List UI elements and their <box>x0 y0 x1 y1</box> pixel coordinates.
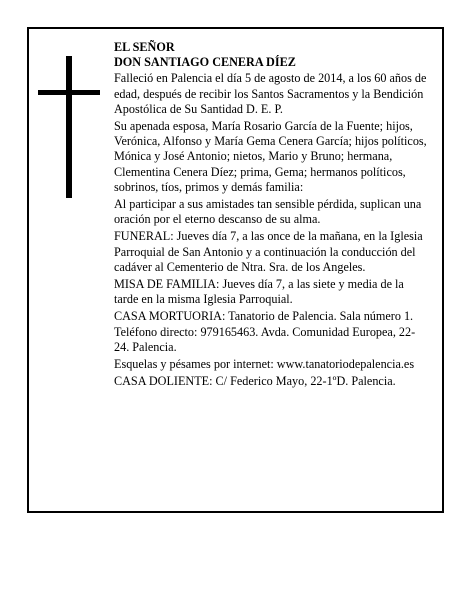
family-mass-info: MISA DE FAMILIA: Jueves día 7, a las siete y media de la tarde en la misma Iglesia Parroquial. <box>114 277 404 307</box>
notice-text <box>114 40 430 391</box>
notice-title: EL SEÑOR <box>114 40 175 54</box>
death-announcement: Falleció en Palencia el día 5 de agosto de 2014, a los 60 años de edad, después de recibir los Santos Sacramentos y la Bendición Apostólica de Su Santidad D. E. P. <box>114 71 427 116</box>
prayer-request: Al participar a sus amistades tan sensible pérdida, suplican una oración por el eterno descanso de su alma. <box>114 197 422 227</box>
cross-horizontal-bar <box>38 90 100 95</box>
funeral-info: FUNERAL: Jueves día 7, a las once de la mañana, en la Iglesia Parroquial de San Antonio y a continuación la conducción del cadáver al Cementerio de Ntra. Sra. de los Angeles. <box>114 229 423 274</box>
deceased-name: DON SANTIAGO CENERA DÍEZ <box>114 55 296 70</box>
family-home-address: CASA DOLIENTE: C/ Federico Mayo, 22-1ºD. Palencia. <box>114 374 396 389</box>
funeral-home-info: CASA MORTUORIA: Tanatorio de Palencia. Sala número 1. Teléfono directo: 979165463. Avda. Comunidad Europea, 22-24. Palencia. <box>114 309 416 354</box>
cross-vertical-bar <box>66 56 72 198</box>
family-list: Su apenada esposa, María Rosario García de la Fuente; hijos, Verónica, Alfonso y María Gema Cenera García; hijos políticos, Mónica y José Antonio; nietos, Mario y Bruno; hermana, Clementina Cenera Díez; prima, Gema; hermanos políticos, sobrinos, tíos, primos y demás familia: <box>114 119 427 194</box>
online-condolences: Esquelas y pésames por internet: www.tanatoriodepalencia.es <box>114 357 415 372</box>
cross-icon <box>38 56 100 198</box>
